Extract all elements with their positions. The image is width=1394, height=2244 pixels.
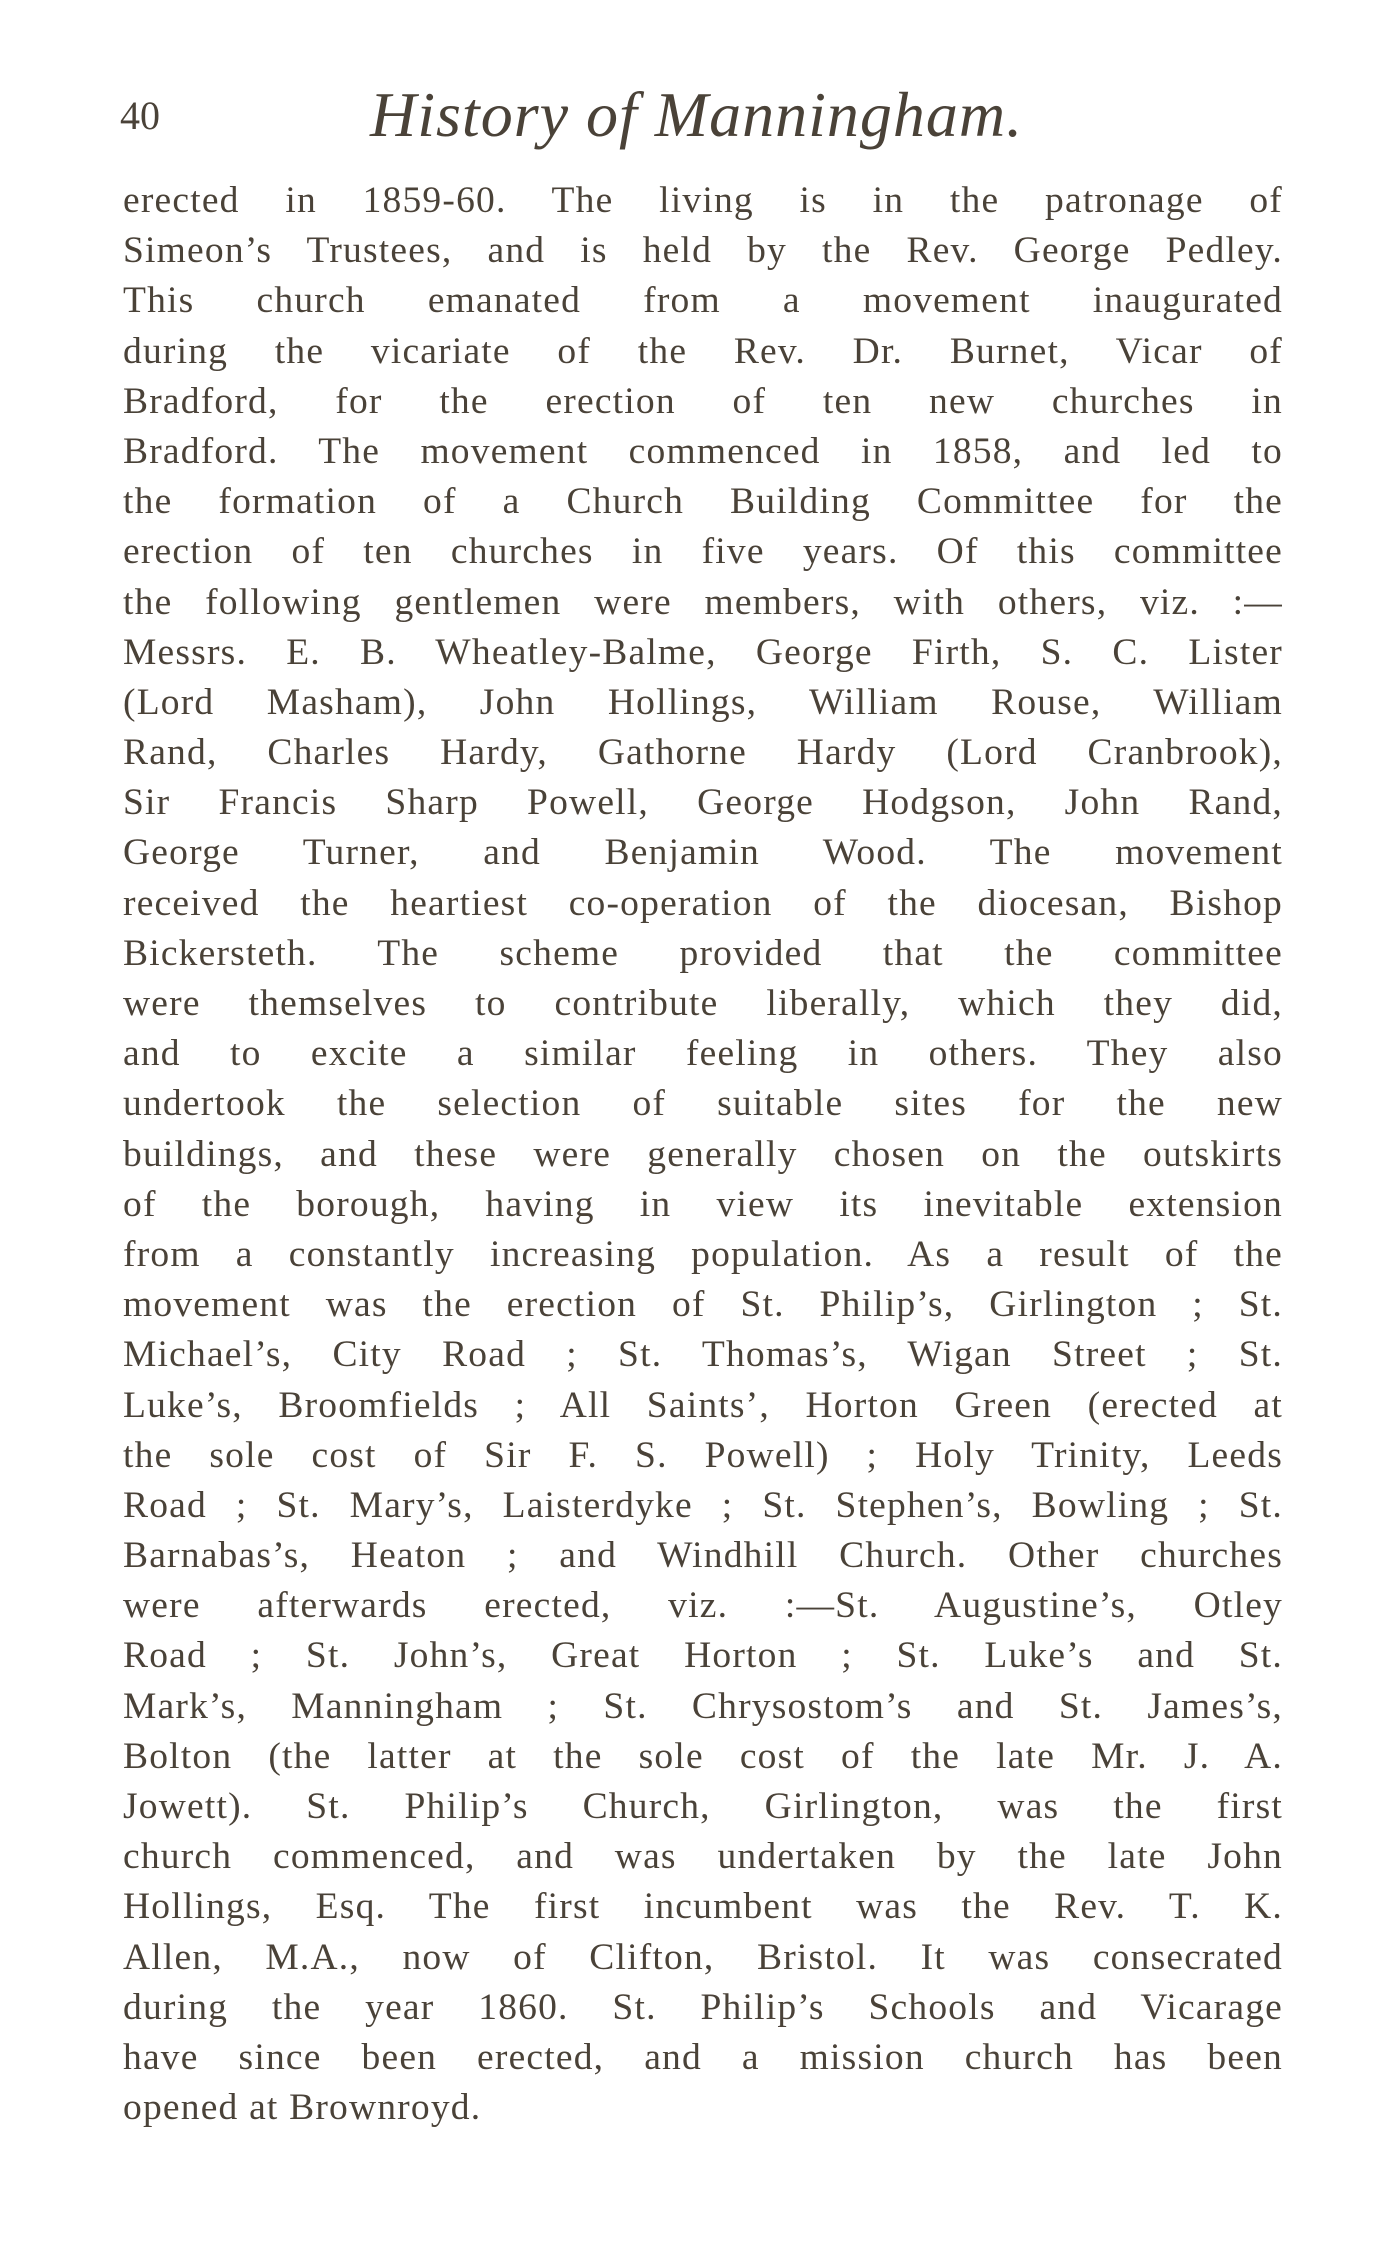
text-line: undertook the selection of suitable sites for the new — [123, 1083, 1283, 1125]
text-line: Messrs. E. B. Wheatley-Balme, George Firth, S. C. Lister — [123, 631, 1283, 673]
text-line: George Turner, and Benjamin Wood. The movement — [123, 832, 1283, 874]
text-line: the following gentlemen were members, with others, viz. :— — [123, 581, 1283, 623]
text-line: Sir Francis Sharp Powell, George Hodgson, John Rand, — [123, 782, 1283, 824]
text-line: buildings, and these were generally chosen on the outskirts — [123, 1133, 1283, 1175]
text-line: (Lord Masham), John Hollings, William Rouse, William — [123, 681, 1283, 723]
text-line: during the vicariate of the Rev. Dr. Burnet, Vicar of — [123, 330, 1283, 372]
text-line: the sole cost of Sir F. S. Powell) ; Holy Trinity, Leeds — [123, 1434, 1283, 1476]
text-line: Barnabas’s, Heaton ; and Windhill Church. Other churches — [123, 1535, 1283, 1577]
text-line: were afterwards erected, viz. :—St. Augustine’s, Otley — [123, 1585, 1283, 1627]
body-paragraph — [123, 176, 1283, 2133]
text-line: This church emanated from a movement inaugurated — [123, 280, 1283, 322]
text-line: during the year 1860. St. Philip’s Schools and Vicarage — [123, 1986, 1283, 2028]
text-line: Jowett). St. Philip’s Church, Girlington, was the first — [123, 1786, 1283, 1827]
text-line: Hollings, Esq. The first incumbent was the Rev. T. K. — [123, 1886, 1283, 1928]
page-heading: History of Manningham. — [370, 79, 1024, 150]
text-line: church commenced, and was undertaken by the late John — [123, 1836, 1283, 1878]
text-line: the formation of a Church Building Committee for the — [123, 481, 1283, 523]
text-line: Allen, M.A., now of Clifton, Bristol. It was consecrated — [123, 1936, 1283, 1978]
text-line: Michael’s, City Road ; St. Thomas’s, Wigan Street ; St. — [123, 1334, 1283, 1376]
text-line: Bolton (the latter at the sole cost of the late Mr. J. A. — [123, 1735, 1283, 1777]
text-line: Simeon’s Trustees, and is held by the Rev. George Pedley. — [123, 230, 1283, 272]
text-line: Road ; St. Mary’s, Laisterdyke ; St. Stephen’s, Bowling ; St. — [123, 1484, 1283, 1526]
text-line: Bradford. The movement commenced in 1858, and led to — [123, 430, 1283, 472]
text-line: Road ; St. John’s, Great Horton ; St. Luke’s and St. — [123, 1635, 1283, 1677]
text-line: Bickersteth. The scheme provided that the committee — [123, 932, 1283, 974]
text-line: Luke’s, Broomfields ; All Saints’, Horton Green (erected at — [123, 1384, 1283, 1426]
text-line: and to excite a similar feeling in others. They also — [123, 1033, 1283, 1075]
text-line: Mark’s, Manningham ; St. Chrysostom’s and St. James’s, — [123, 1685, 1283, 1727]
running-head — [120, 78, 1280, 158]
text-line: opened at Brownroyd. — [123, 2087, 482, 2129]
page-number: 40 — [120, 93, 160, 138]
text-line: movement was the erection of St. Philip’s, Girlington ; St. — [123, 1284, 1283, 1326]
text-line: Rand, Charles Hardy, Gathorne Hardy (Lord Cranbrook), — [123, 732, 1283, 774]
text-line: have since been erected, and a mission church has been — [123, 2036, 1283, 2078]
text-line: erection of ten churches in five years. Of this committee — [123, 531, 1283, 573]
text-line: of the borough, having in view its inevitable extension — [123, 1183, 1283, 1225]
text-line: from a constantly increasing population. As a result of the — [123, 1233, 1283, 1275]
text-line: were themselves to contribute liberally, which they did, — [123, 983, 1283, 1024]
text-line: erected in 1859-60. The living is in the patronage of — [123, 180, 1283, 221]
text-line: Bradford, for the erection of ten new churches in — [123, 380, 1283, 422]
text-line: received the heartiest co-operation of the diocesan, Bishop — [123, 882, 1283, 924]
